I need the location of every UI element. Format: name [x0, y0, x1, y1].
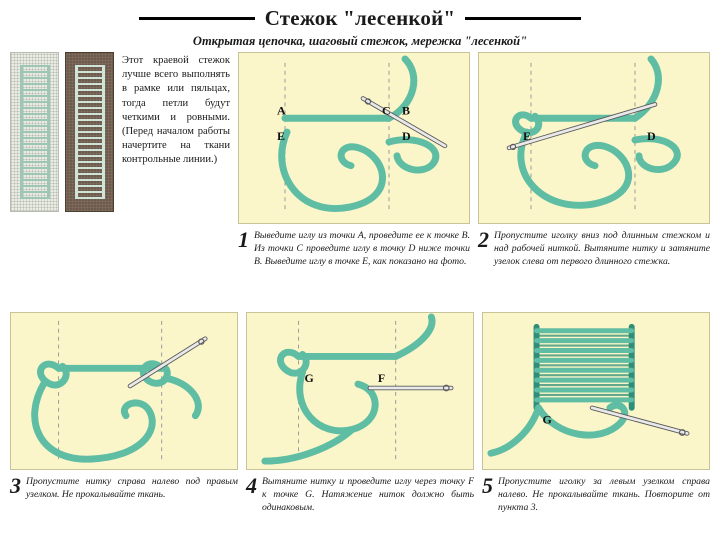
label-d: D: [402, 129, 411, 143]
thread-loop-right: [635, 139, 677, 170]
fabric-samples: [10, 52, 114, 304]
figure-3: [10, 312, 238, 470]
label-g: G: [542, 412, 552, 427]
figure-1-drawing: [239, 53, 469, 223]
step-panel-4: [246, 312, 474, 534]
page-header: [0, 0, 720, 49]
thread-tail: [166, 378, 199, 416]
content-sheet: [10, 52, 710, 534]
label-a: A: [277, 103, 286, 118]
ladder-stitch-sample-light: [20, 65, 50, 199]
rungs: [20, 65, 50, 199]
step-text-5: Пропустите иголку за левым узелком справа налево. Не прокалывайте ткань. Повторите от пункта 3.: [498, 476, 710, 513]
top-row: [10, 52, 710, 304]
thread-tail-left: [265, 430, 352, 462]
label-d: D: [647, 129, 656, 143]
thread-loop: [282, 132, 383, 208]
figure-1: [238, 52, 470, 224]
step-number-2: 2: [478, 227, 489, 252]
guide-lines: [285, 63, 389, 213]
step-text-1: Выведите иглу из точки A, проведите ее к точке B. Из точки C проведите иглу в точку D ниже точки B. Выведите иглу в точке E, как показано на фото.: [254, 230, 470, 267]
label-f: F: [377, 371, 386, 386]
caption-2: [478, 227, 710, 268]
thread-loop: [521, 132, 629, 205]
thread-tail-right: [396, 317, 432, 356]
caption-1: [238, 227, 470, 268]
guide-lines: [299, 321, 396, 461]
intro-paragraph: Этот краевой стежок лучше всего выполнять в рамке или пяльцах, тогда петли будут четкими и ровными. (Перед началом работы начертите на ткани контрольные линии.): [122, 55, 230, 166]
title-row: [0, 6, 720, 31]
label-g: G: [304, 371, 314, 386]
step-number-5: 5: [482, 473, 493, 498]
figure-2: [478, 52, 710, 224]
label-e: E: [277, 129, 285, 143]
figure-5-drawing: [483, 313, 709, 469]
step-panel-1: [238, 52, 470, 304]
light-fabric-sample: [10, 52, 59, 212]
figure-5: [482, 312, 710, 470]
page-subtitle: Открытая цепочка, шаговый стежок, мережка "лесенкой": [192, 34, 528, 48]
step-text-4: Вытяните нитку и проведите иглу через точку F к точке G. Натяжение ниток должно быть одинаковым.: [262, 476, 474, 513]
thread-loop: [35, 382, 153, 459]
ladder-stitch-sample-dark: [75, 65, 105, 199]
dark-fabric-sample: [65, 52, 114, 212]
step-panel-2: [478, 52, 710, 304]
page-title: Стежок "лесенкой": [264, 6, 456, 30]
figure-3-drawing: [11, 313, 237, 469]
caption-5: [482, 473, 710, 514]
step-panel-5: [482, 312, 710, 534]
label-b: B: [402, 103, 410, 118]
rule-right: [465, 17, 581, 20]
figure-2-drawing: [479, 53, 709, 223]
step-number-3: 3: [10, 473, 21, 498]
figure-4: [246, 312, 474, 470]
caption-4: [246, 473, 474, 514]
rungs: [75, 65, 105, 199]
thread-loop-right: [389, 140, 436, 170]
ladder-band: [537, 327, 632, 408]
step-text-3: Пропустите нитку справа налево под правым узелком. Не прокалывайте ткань.: [26, 476, 238, 500]
rule-left: [139, 17, 255, 20]
step-panel-3: [10, 312, 238, 534]
thread-tail-left: [491, 408, 539, 453]
label-c: C: [382, 103, 391, 118]
step-text-2: Пропустите иголку вниз под длинным стежком и над рабочей ниткой. Вытяните нитку и затяните узелок слева от первого длинного стежка.: [494, 230, 710, 267]
label-e: E: [523, 129, 531, 143]
figure-4-drawing: [247, 313, 473, 469]
needle-icon: [370, 385, 451, 391]
step-number-4: 4: [246, 473, 257, 498]
caption-3: [10, 473, 238, 502]
bottom-row: [10, 312, 710, 534]
step-number-1: 1: [238, 227, 249, 252]
